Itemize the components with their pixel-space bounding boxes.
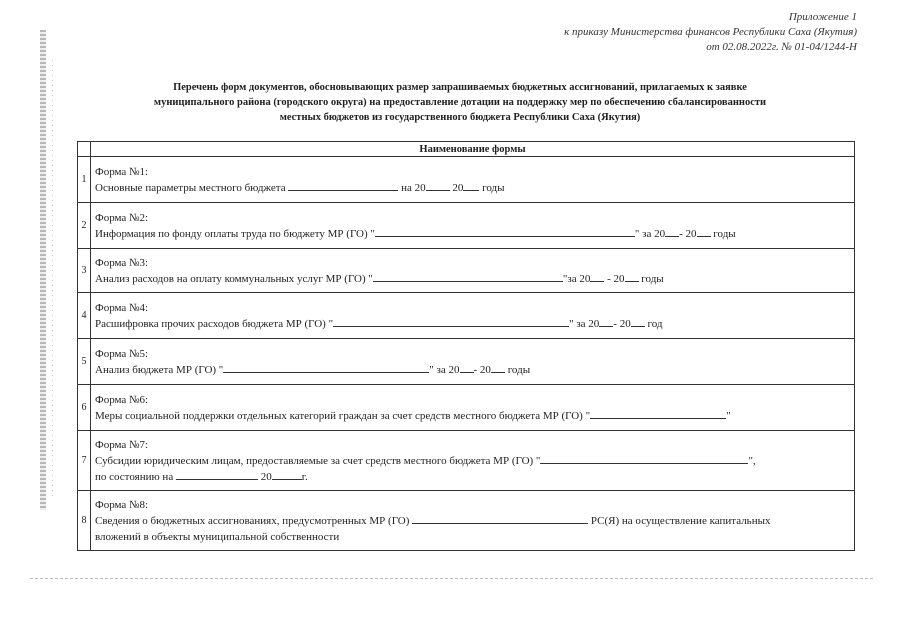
row-number: 7: [78, 431, 91, 491]
fill-blank: [412, 513, 588, 524]
fill-blank: [426, 180, 450, 191]
title-line-2: муниципального района (городского округа) на предоставление дотации на поддержку мер по обеспечению сбалансированности: [153, 97, 767, 108]
form-description: Сведения о бюджетных ассигнованиях, предусмотренных МР (ГО) РС(Я) на осуществление капитальных: [95, 514, 771, 527]
table-row: [78, 203, 855, 249]
fill-blank: [625, 271, 639, 282]
forms-table: [77, 141, 855, 551]
appendix-label: Приложение 1: [788, 11, 857, 23]
fill-blank: [373, 271, 563, 282]
fill-blank: [491, 362, 505, 373]
fill-blank: [590, 408, 726, 419]
title-line-1: Перечень форм документов, обосновывающих размер запрашиваемых бюджетных ассигнований, прилагаемых к заявке: [173, 82, 747, 93]
table-row: [78, 157, 855, 203]
appendix-header: [497, 10, 857, 55]
form-description: Анализ бюджета МР (ГО) " " за 20 - 20 годы: [95, 363, 531, 376]
form-description: Анализ расходов на оплату коммунальных услуг МР (ГО) " "за 20 - 20 годы: [95, 272, 664, 285]
form-label: Форма №2:: [95, 211, 149, 224]
row-number: 3: [78, 249, 91, 293]
row-number: 1: [78, 157, 91, 203]
scan-bottom-edge: [30, 578, 875, 579]
fill-blank: [288, 180, 398, 191]
title-line-3: местных бюджетов из государственного бюджета Республики Саха (Якутия): [279, 112, 641, 123]
row-content: [91, 339, 855, 385]
fill-blank: [272, 469, 302, 480]
row-number: 6: [78, 385, 91, 431]
form-description: Основные параметры местного бюджета на 20 20 годы: [95, 181, 505, 194]
form-label: Форма №3:: [95, 256, 149, 269]
table-row: [78, 431, 855, 491]
form-label: Форма №7:: [95, 438, 149, 451]
row-content: [91, 249, 855, 293]
order-reference: к приказу Министерства финансов Республики Саха (Якутия): [564, 26, 857, 38]
fill-blank: [697, 226, 711, 237]
fill-blank: [460, 362, 474, 373]
form-label: Форма №5:: [95, 347, 149, 360]
fill-blank: [540, 453, 748, 464]
scan-dots-artifact: [52, 60, 53, 500]
table-row: [78, 249, 855, 293]
table-header-row: [78, 142, 855, 157]
form-description: Меры социальной поддержки отдельных категорий граждан за счет средств местного бюджета МР (ГО) " ": [95, 409, 731, 422]
form-label: Форма №1:: [95, 165, 149, 178]
fill-blank: [590, 271, 604, 282]
form-label: Форма №4:: [95, 301, 149, 314]
table-row: [78, 491, 855, 551]
fill-blank: [665, 226, 679, 237]
table-row: [78, 339, 855, 385]
fill-blank: [176, 469, 258, 480]
form-description: Субсидии юридическим лицам, предоставляемые за счет средств местного бюджета МР (ГО) " ",: [95, 454, 756, 467]
row-content: [91, 293, 855, 339]
form-description: Информация по фонду оплаты труда по бюджету МР (ГО) " " за 20 - 20 годы: [95, 227, 736, 240]
table-header-num: [78, 142, 91, 157]
scan-edge-artifact: [40, 30, 46, 510]
row-number: 8: [78, 491, 91, 551]
fill-blank: [333, 316, 569, 327]
row-number: 4: [78, 293, 91, 339]
row-content: [91, 385, 855, 431]
fill-blank: [223, 362, 429, 373]
form-label: Форма №6:: [95, 393, 149, 406]
order-date-number: от 02.08.2022г. № 01-04/1244-Н: [706, 41, 857, 53]
row-content: [91, 203, 855, 249]
table-header: Наименование формы: [91, 142, 855, 157]
form-description-line-2: по состоянию на 20 г.: [95, 470, 308, 483]
fill-blank: [375, 226, 635, 237]
form-description-line-2: вложений в объекты муниципальной собственности: [95, 530, 340, 543]
row-number: 5: [78, 339, 91, 385]
table-row: [78, 293, 855, 339]
fill-blank: [631, 316, 645, 327]
fill-blank: [463, 180, 479, 191]
row-number: 2: [78, 203, 91, 249]
row-content: [91, 491, 855, 551]
form-description: Расшифровка прочих расходов бюджета МР (ГО) " " за 20 - 20 год: [95, 317, 663, 330]
fill-blank: [599, 316, 613, 327]
form-label: Форма №8:: [95, 498, 149, 511]
table-row: [78, 385, 855, 431]
row-content: [91, 431, 855, 491]
document-title: [90, 80, 830, 125]
row-content: [91, 157, 855, 203]
